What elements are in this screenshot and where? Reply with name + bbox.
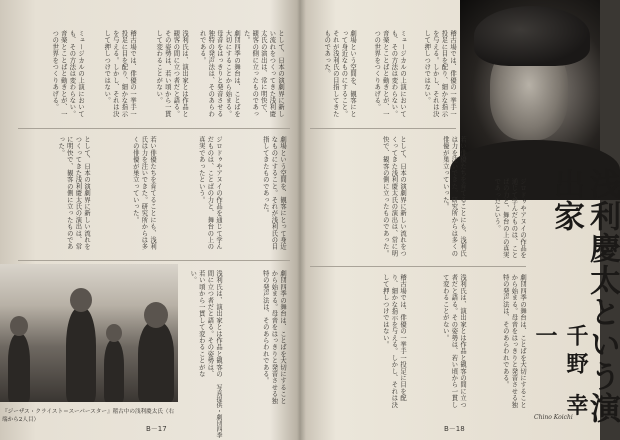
- text-column: 若い俳優たちを育てることにも、浅利氏は力を注いできた。研究所からは多くの俳優が巣立っていった。: [441, 136, 466, 257]
- text-column: 浅利氏は、演出家とは作品と観客の間に立つ者だと語る。その姿勢は、若い頃から一貫して変わることがない。: [189, 270, 222, 378]
- text-column: 劇団四季の舞台は、ことばを大切にすることから始まる。母音をはっきりと発音させる独特の発声法は、そのあらわれである。: [501, 274, 526, 408]
- text-column: ジロドゥやアヌイの作品を通じて学んだものは、ことばの力と、舞台の上の真実であったという。: [493, 178, 526, 259]
- column-rule: [310, 128, 456, 129]
- text-column: 劇団四季の舞台は、ことばを大切にすることから始まる。母音をはっきりと発音させる独特の発声法は、そのあらわれである。: [198, 30, 240, 118]
- page-number-right: B－18: [444, 425, 465, 433]
- photo-caption: 『ジーザス・クライスト＝スーパースター』稽古中の浅利慶太氏（右端から2人目）: [2, 409, 175, 423]
- article-title: 浅利慶太という演出家: [548, 168, 620, 424]
- text-column: 浅利氏は、演出家とは作品と観客の間に立つ者だと語る。その姿勢は、若い頃から一貫して変わることがない。: [155, 30, 188, 118]
- author-romanization: Chino Koichi: [534, 414, 573, 421]
- text-column: 劇場という空間を、観客にとって身近なものにすること。それが浅利氏の目指してきたものであった。: [261, 136, 286, 250]
- text-column: 稽古場では、俳優の一挙手一投足に目を配り、細かな指示を与える。しかし、それは決して押しつけではない。: [103, 30, 136, 118]
- rehearsal-photo: [0, 264, 178, 402]
- text-column: 劇団四季の舞台は、ことばを大切にすることから始まる。母音をはっきりと発音させる独特の発声法は、そのあらわれである。: [261, 270, 286, 404]
- text-column: 若い俳優たちを育てることにも、浅利氏は力を注いできた。研究所からは多くの俳優が巣立っていった。: [131, 136, 156, 250]
- text-column: 稽古場では、俳優の一挙手一投足に目を配り、細かな指示を与える。しかし、それは決して押しつけではない。: [381, 274, 406, 408]
- page-number-left: B－17: [146, 425, 167, 433]
- column-rule: [18, 128, 290, 129]
- author-portrait-photo: [460, 0, 600, 172]
- text-column: 稽古場では、俳優の一挙手一投足に目を配り、細かな指示を与える。しかし、それは決して押しつけではない。: [423, 30, 456, 118]
- column-rule: [18, 260, 290, 261]
- text-column: 浅利氏は、演出家とは作品と観客の間に立つ者だと語る。その姿勢は、若い頃から一貫して変わることがない。: [441, 274, 466, 408]
- text-column: として、日本の演劇界に新しい流れをつくってきた浅利慶太氏の演出は、常に明快で、観客の側に立ったものであった。: [381, 136, 406, 257]
- article-author: 千野 幸一: [532, 324, 589, 422]
- text-column: ミュージカルの上演においても、その方法は変わらない。音楽とことばと動きとが、一つの世界をつくりあげる。: [373, 30, 406, 118]
- text-column: として、日本の演劇界に新しい流れをつくってきた浅利慶太氏の演出は、常に明快で、観客の側に立ったものであった。: [57, 136, 90, 250]
- text-column: ミュージカルの上演においても、その方法は変わらない。音楽とことばと動きとが、一つの世界をつくりあげる。: [51, 30, 84, 118]
- photo-credit: 写真提供・劇団四季: [215, 384, 222, 438]
- text-column: として、日本の演劇界に新しい流れをつくってきた浅利慶太氏の演出は、常に明快で、観客の側に立ったものであった。: [242, 30, 284, 118]
- column-rule: [310, 266, 526, 267]
- text-column: 劇場という空間を、観客にとって身近なものにすること。それが浅利氏の目指してきたものであった。: [323, 30, 356, 118]
- text-column: ジロドゥやアヌイの作品を通じて学んだものは、ことばの力と、舞台の上の真実であったという。: [197, 136, 222, 250]
